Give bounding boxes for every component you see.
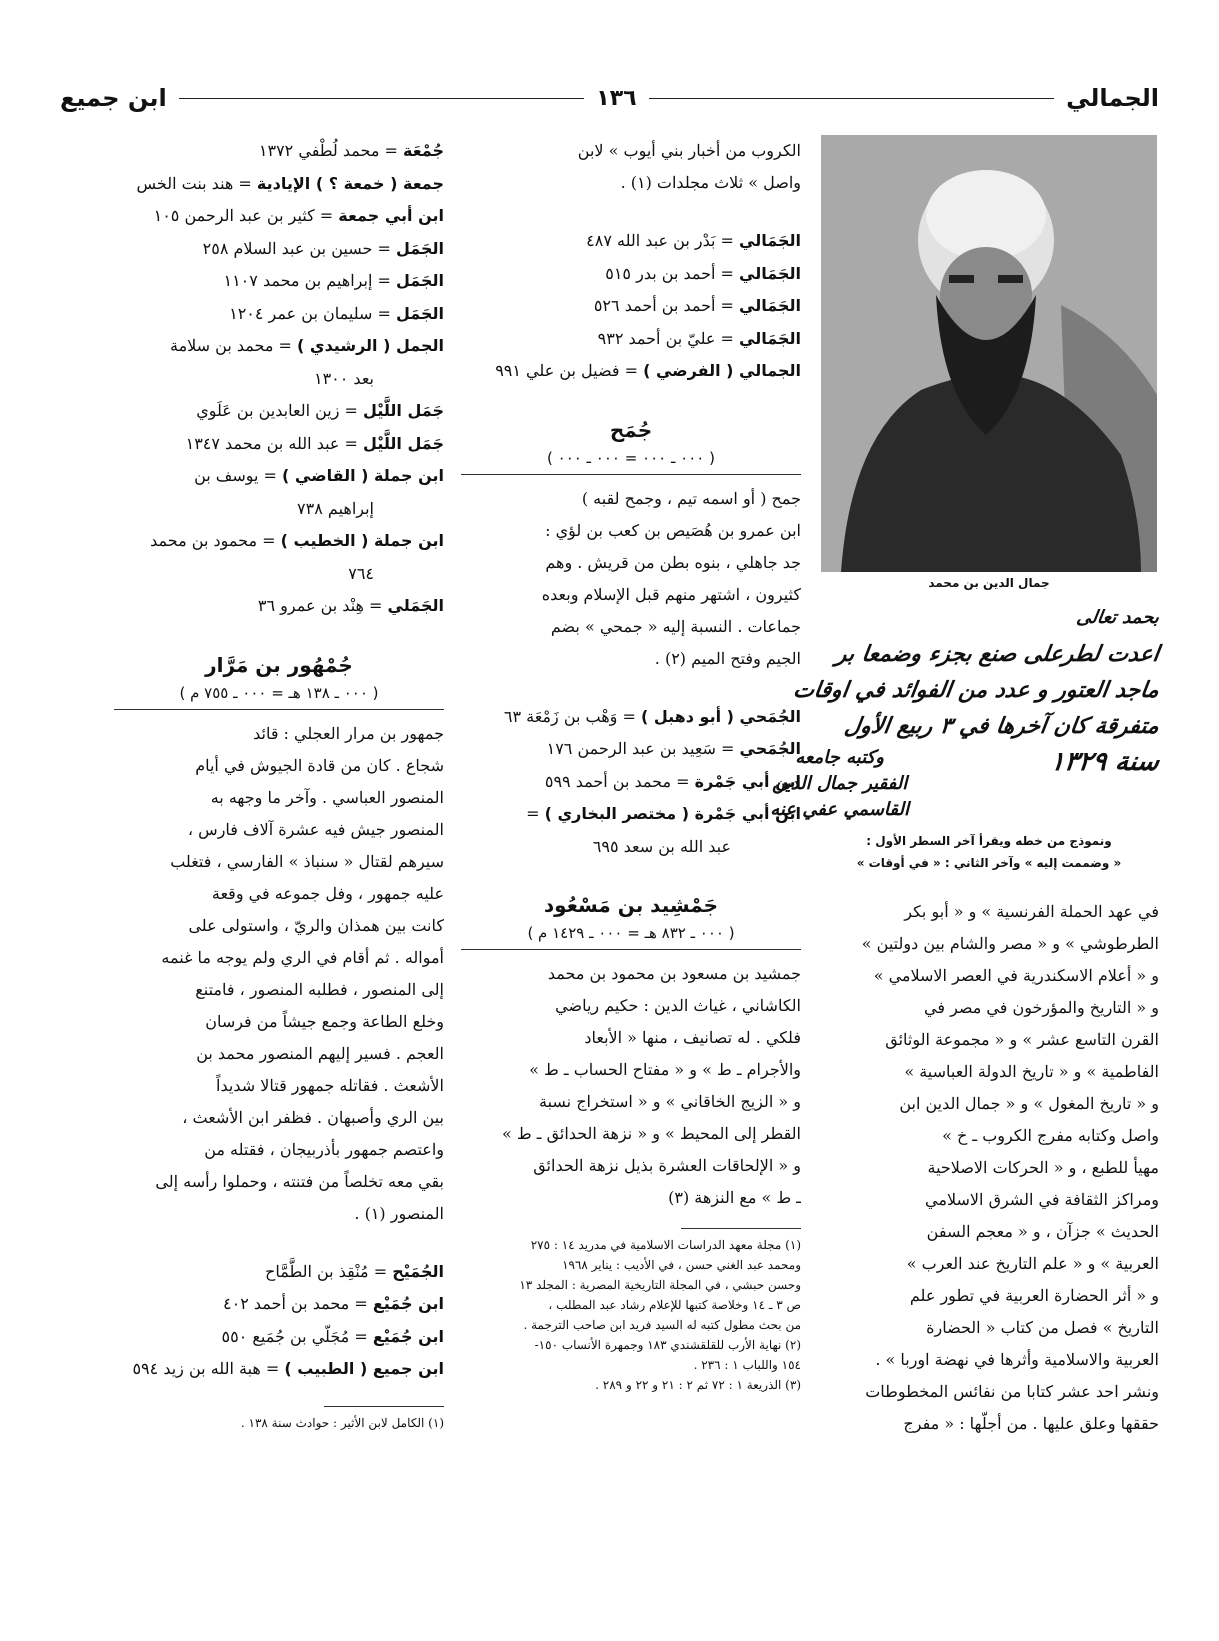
footnote-line: (١) مجلة معهد الدراسات الاسلامية في مدريد ١٤ : ٢٧٥ xyxy=(530,1238,801,1252)
text-line: الفاطمية » و « تاريخ الدولة العباسية » xyxy=(904,1062,1159,1081)
text-line: فلكي . له تصانيف ، منها « الأبعاد xyxy=(584,1028,801,1047)
text-line: و « أعلام الاسكندرية في العصر الاسلامي » xyxy=(873,966,1159,985)
index-entry: ابن جُمَيْع = محمد بن أحمد ٤٠٢ xyxy=(223,1294,444,1313)
text-line: القرن التاسع عشر » و « مجموعة الوثائق xyxy=(885,1030,1159,1049)
entry-dates: ( ٠٠٠ ـ ١٣٨ هـ = ٠٠٠ ـ ٧٥٥ م ) xyxy=(114,681,444,710)
text-line: و « تاريخ المغول » و « جمال الدين ابن xyxy=(899,1094,1159,1113)
footnote-line: وحسن حبشي ، في المجلة التاريخية المصرية : المجلد ١٣ xyxy=(519,1278,801,1292)
index-entry: الجَمَالي = بَدْر بن عبد الله ٤٨٧ xyxy=(586,231,801,250)
index-entry: الجُمَيْح = مُنْقِذ بن الطَّمَّاح xyxy=(265,1261,444,1281)
handwriting-sample xyxy=(770,600,1162,830)
index-entry: الجَمَالي = أحمد بن أحمد ٥٢٦ xyxy=(593,296,801,315)
signature-line: القاسمي عفي عنه xyxy=(770,799,909,820)
text-line: ونشر احد عشر كتابا من نفائس المخطوطات xyxy=(865,1382,1159,1401)
text-line: الحديث » جزآن ، و « معجم السفن xyxy=(926,1222,1159,1241)
text-line: بين الري وأصبهان . فظفر ابن الأشعث ، xyxy=(182,1107,444,1127)
text-line: كانت بين همذان والريّ ، واستولى على xyxy=(188,915,444,935)
text-line: المنصور جيش فيه عشرة آلاف فارس ، xyxy=(187,819,444,839)
text-line: جد جاهلي ، بنوه بطن من قريش . وهم xyxy=(545,552,801,572)
text-line: الجيم وفتح الميم (٢) . xyxy=(654,648,801,668)
text-line: القطر إلى المحيط » و « نزهة الحدائق ـ ط » xyxy=(502,1124,801,1143)
index-entry: جُمْعَة = محمد لُطْفي ١٣٧٢ xyxy=(258,141,444,160)
entry-heading: جَمْشِيد بن مَسْعُود xyxy=(543,893,719,917)
text-line: الكاشاني ، غياث الدين : حكيم رياضي xyxy=(555,996,801,1015)
portrait-photo xyxy=(821,135,1157,572)
header-rule-left xyxy=(179,98,585,99)
page-header xyxy=(60,78,1159,118)
text-line: كثيرون ، اشتهر منهم قبل الإسلام وبعده xyxy=(541,584,801,604)
text-line: ابن عمرو بن هُصَيص بن كعب بن لؤي : xyxy=(545,520,801,540)
portrait-figure-icon xyxy=(821,135,1157,572)
index-entry: الجَمَالي = أحمد بن بدر ٥١٥ xyxy=(605,263,801,283)
text-line: شجاع . كان من قادة الجيوش في أيام xyxy=(195,755,444,775)
text-line: والأجرام ـ ط » و « مفتاح الحساب ـ ط » xyxy=(529,1060,801,1079)
handwriting-note: « وضممت إليه » وآخر الثاني : « في أوقات » xyxy=(856,856,1122,870)
entry-heading: جُمَح xyxy=(609,417,653,442)
index-entry: بعد ١٣٠٠ xyxy=(313,368,374,388)
text-line: سيرهم لقتال « سنباذ » الفارسي ، فتغلب xyxy=(170,851,444,871)
index-entry: الجَمَلي = هِنْد بن عمرو ٣٦ xyxy=(257,596,444,615)
footnote-line: من بحث مطول كتبه له السيد فريد ابن صاحب الترجمة . xyxy=(523,1318,801,1332)
index-list xyxy=(114,1256,444,1386)
text-line: جمح ( أو اسمه تيم ، وجمح لقبه ) xyxy=(581,488,801,508)
middle-column xyxy=(461,135,801,1395)
index-entry: ٧٦٤ xyxy=(348,563,374,583)
text-line: و « الإلحاقات العشرة بذيل نزهة الحدائق xyxy=(533,1156,801,1175)
text-line: وخلع الطاعة وجمع جيشاً من فرسان xyxy=(205,1011,444,1031)
handwriting-line: ماجد العتور و عدد من الفوائد في اوقات xyxy=(791,677,1161,703)
index-entry: الجمل ( الرشيدي ) = محمد بن سلامة xyxy=(169,336,444,355)
footnotes xyxy=(461,1235,801,1395)
text-line: جمشيد بن مسعود بن محمود بن محمد xyxy=(547,964,801,983)
text-line: واصل وكتابه مفرج الكروب ـ خ » xyxy=(942,1126,1159,1145)
footnote-rule xyxy=(324,1406,444,1407)
index-entry: الجَمَل = حسين بن عبد السلام ٢٥٨ xyxy=(202,238,444,258)
text-line: و « التاريخ والمؤرخون في مصر في xyxy=(924,998,1159,1017)
text-line: ومراكز الثقافة في الشرق الاسلامي xyxy=(925,1190,1159,1209)
footnote-line: (٣) الذريعة ١ : ٧٢ ثم ٢ : ٢١ و ٢٢ و ٢٨٩ . xyxy=(595,1378,801,1392)
text-line: و « أثر الحضارة العربية في تطور علم xyxy=(909,1286,1159,1305)
right-body-text xyxy=(819,896,1159,1440)
index-entry: الجُمَحي = سَعِيد بن عبد الرحمن ١٧٦ xyxy=(546,739,801,758)
header-rule-right xyxy=(649,98,1055,99)
index-entry: ابن جملة ( القاضي ) = يوسف بن xyxy=(194,466,444,485)
index-entry: ابن جميع ( الطبيب ) = هبة الله بن زيد ٥٩٤ xyxy=(132,1359,444,1378)
footnote-line: ١٥٤ واللباب ١ : ٢٣٦ . xyxy=(693,1358,801,1372)
index-entry: الجَمَالي = عليّ بن أحمد ٩٣٢ xyxy=(597,328,801,348)
handwriting-line: سنة ١٣٢٩ xyxy=(1048,747,1162,777)
header-left-word: ابن جميع xyxy=(59,84,167,112)
entry-dates: ( ٠٠٠ ـ ٨٣٢ هـ = ٠٠٠ ـ ١٤٢٩ م ) xyxy=(461,921,801,950)
index-entry: ابن أبي جمعة = كثير بن عبد الرحمن ١٠٥ xyxy=(153,206,444,225)
footnote-line: (٢) نهاية الأرب للقلقشندي ١٨٣ وجمهرة الأنساب ١٥٠- xyxy=(534,1338,801,1352)
text-line: في عهد الحملة الفرنسية » و « أبو بكر xyxy=(904,902,1159,921)
text-line: واصل » ثلاث مجلدات (١) . xyxy=(620,173,801,192)
index-entry: الجَمَل = سليمان بن عمر ١٢٠٤ xyxy=(229,303,444,323)
signature-line: وكتبه جامعه xyxy=(795,747,884,768)
text-line: الأشعث . فقاتله جمهور قتالا شديداً xyxy=(216,1075,444,1095)
index-entry: ابن أبي جَمْرة ( مختصر البخاري ) = xyxy=(526,804,801,823)
index-entry: الجَمَل = إبراهيم بن محمد ١١٠٧ xyxy=(223,271,444,290)
index-entry: ابن أبي جَمْرة = محمد بن أحمد ٥٩٩ xyxy=(544,771,801,791)
text-line: العربية » و « علم التاريخ عند العرب » xyxy=(906,1254,1159,1273)
text-line: جمهور بن مرار العجلي : قائد xyxy=(253,723,444,743)
left-column xyxy=(114,135,444,1433)
text-line: عليه جمهور ، وفل جموعه في وقعة xyxy=(211,883,444,903)
index-entry: جمعة ( خمعة ؟ ) الإيادية = هند بنت الخس xyxy=(136,173,444,193)
text-line: أمواله . ثم أقام في الري ولم يوجه ما غنمه xyxy=(161,947,444,967)
handwriting-line: بحمد تعالى xyxy=(1075,607,1161,628)
text-line: ـ ط » مع النزهة (٣) xyxy=(668,1188,801,1207)
footnote-line: (١) الكامل لابن الأثير : حوادث سنة ١٣٨ . xyxy=(240,1415,444,1430)
index-entry: عبد الله بن سعد ٦٩٥ xyxy=(592,836,731,856)
index-entry: الجُمَحي ( أبو دهبل ) = وَهْب بن زَمْعَة ٦٣ xyxy=(503,706,801,726)
footnote-rule xyxy=(681,1228,801,1229)
index-entry: جَمَل اللَّيْل = عبد الله بن محمد ١٣٤٧ xyxy=(185,433,444,453)
right-column xyxy=(770,135,1162,1440)
text-line: الطرطوشي » و « مصر والشام بين دولتين » xyxy=(861,934,1159,953)
index-entry: الجمالي ( الفرضي ) = فضيل بن علي ٩٩١ xyxy=(495,361,801,380)
signature-line: الفقير جمال الدين xyxy=(771,773,908,794)
entry-dates: ( ٠٠٠ ـ ٠٠٠ = ٠٠٠ ـ ٠٠٠ ) xyxy=(461,446,801,475)
handwriting-line: متفرقة كان آخرها في ٣ ربيع الأول xyxy=(842,713,1161,739)
text-line: مهيأ للطبع ، و « الحركات الاصلاحية xyxy=(927,1158,1159,1177)
text-line: واعتصم جمهور بأذربيجان ، فقتله من xyxy=(204,1139,444,1159)
index-entry: ابن جملة ( الخطيب ) = محمود بن محمد xyxy=(150,531,444,550)
index-entry: إبراهيم ٧٣٨ xyxy=(297,498,374,518)
text-line: الكروب من أخبار بني أيوب » لابن xyxy=(577,141,801,160)
text-line: إلى المنصور ، فطلبه المنصور ، فامتنع xyxy=(195,979,444,999)
footnote-line: ص ٣ ـ ١٤ وخلاصة كتبها للإعلام رشاد عبد المطلب ، xyxy=(548,1298,801,1312)
text-line: جماعات . النسبة إليه « جمحي » بضم xyxy=(550,616,801,636)
text-line: بقي معه تخلصاً من فتنته ، وحملوا رأسه إلى xyxy=(155,1171,444,1191)
handwriting-note: ونموذج من خطه ويقرأ آخر السطر الأول : xyxy=(866,834,1112,848)
text-line: العربية والاسلامية وأثرها في نهضة اوربا » . xyxy=(875,1350,1159,1369)
entry-heading: جُمْهُور بن مَرَّار xyxy=(205,652,353,677)
handwriting-line: اعدت لطرعلى صنع بجزء وضمعا بر xyxy=(834,641,1161,667)
header-right-word: الجمالي xyxy=(1066,84,1159,112)
portrait-caption: جمال الدين بن محمد xyxy=(928,576,1050,590)
text-line: و « الزيج الخاقاني » و « استخراج نسبة xyxy=(538,1092,801,1111)
page-number: ١٣٦ xyxy=(596,85,637,111)
index-list xyxy=(461,225,801,388)
index-list xyxy=(114,135,444,623)
text-line: حققها وعلق عليها . من أجلّها : « مفرج xyxy=(903,1414,1159,1433)
text-line: المنصور (١) . xyxy=(354,1203,444,1223)
text-line: التاريخ » فصل من كتاب « الحضارة xyxy=(926,1318,1159,1337)
index-entry: جَمَل اللَّيْل = زين العابدين بن عَلَوي xyxy=(196,401,444,420)
index-list xyxy=(461,701,801,864)
index-entry: ابن جُمَيْع = مُجَلّي بن جُمَيع ٥٥٠ xyxy=(221,1326,444,1346)
text-line: المنصور العباسي . وآخر ما وجهه به xyxy=(210,787,444,807)
text-line: العجم . فسير إليهم المنصور محمد بن xyxy=(196,1043,444,1063)
footnote-line: ومحمد عبد الغني حسن ، في الأديب : يناير ١٩٦٨ xyxy=(562,1258,801,1272)
